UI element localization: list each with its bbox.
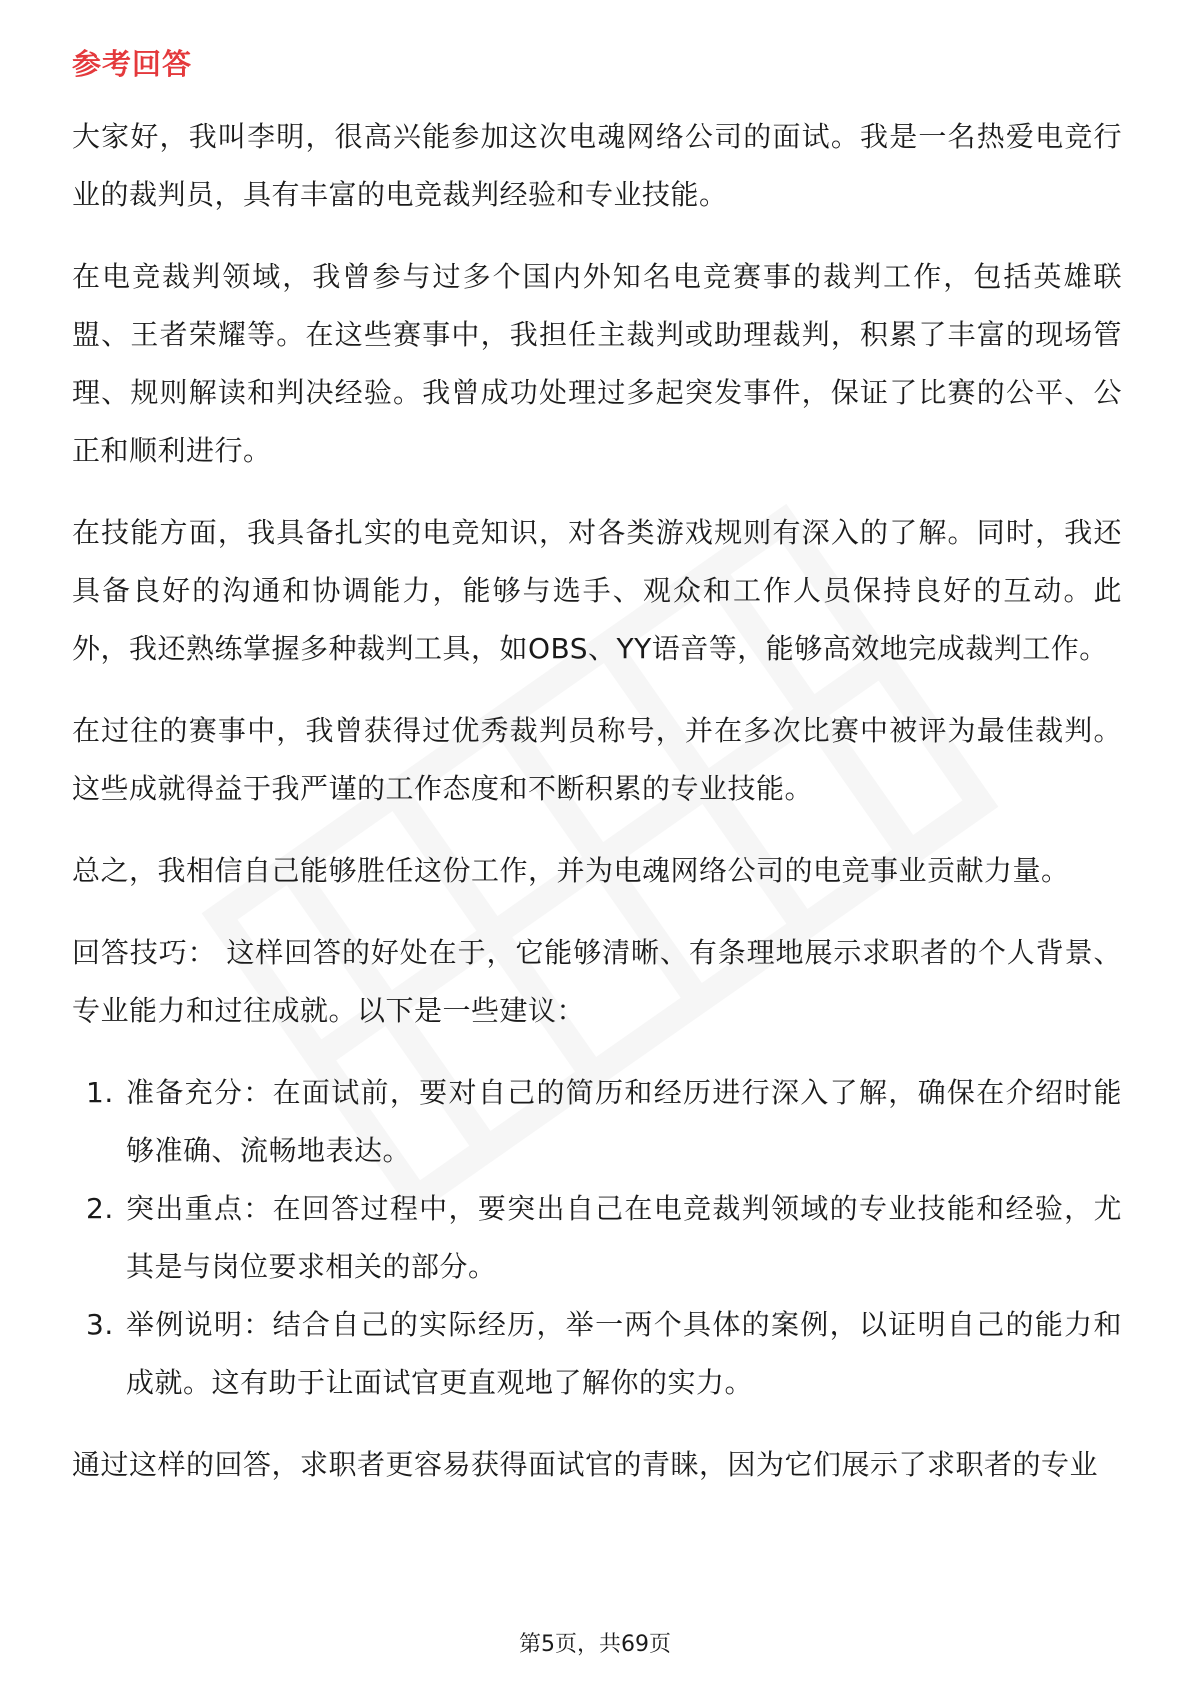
list-item	[72, 1296, 1122, 1412]
list-item-text: 举例说明：结合自己的实际经历，举一两个具体的案例，以证明自己的能力和成就。这有助于让面试官更直观地了解你的实力。	[126, 1308, 1122, 1399]
paragraph-summary: 总之，我相信自己能够胜任这份工作，并为电魂网络公司的电竞事业贡献力量。	[72, 854, 1070, 887]
list-item-number: 1.	[86, 1076, 114, 1109]
paragraph-achievements: 在过往的赛事中，我曾获得过优秀裁判员称号，并在多次比赛中被评为最佳裁判。这些成就得益于我严谨的工作态度和不断积累的专业技能。	[72, 714, 1122, 805]
list-item-number: 2.	[86, 1192, 114, 1225]
paragraph-intro: 大家好，我叫李明，很高兴能参加这次电魂网络公司的面试。我是一名热爱电竞行业的裁判员，具有丰富的电竞裁判经验和专业技能。	[72, 120, 1122, 211]
list-item-text: 突出重点：在回答过程中，要突出自己在电竞裁判领域的专业技能和经验，尤其是与岗位要求相关的部分。	[126, 1192, 1122, 1283]
list-item	[72, 1180, 1122, 1296]
list-item	[72, 1064, 1122, 1180]
section-heading: 参考回答	[72, 47, 193, 81]
list-item-text: 准备充分：在面试前，要对自己的简历和经历进行深入了解，确保在介绍时能够准确、流畅地表达。	[126, 1076, 1122, 1167]
document-content	[72, 44, 1122, 1518]
paragraph-tips-intro: 回答技巧： 这样回答的好处在于，它能够清晰、有条理地展示求职者的个人背景、专业能力和过往成就。以下是一些建议：	[72, 936, 1122, 1027]
paragraph-skills: 在技能方面，我具备扎实的电竞知识，对各类游戏规则有深入的了解。同时，我还具备良好的沟通和协调能力，能够与选手、观众和工作人员保持良好的互动。此外，我还熟练掌握多种裁判工具，如OBS、YY语音等，能够高效地完成裁判工作。	[72, 516, 1122, 665]
tips-list	[72, 1064, 1122, 1412]
list-item-number: 3.	[86, 1308, 114, 1341]
paragraph-closing: 通过这样的回答，求职者更容易获得面试官的青睐，因为它们展示了求职者的专业	[72, 1448, 1099, 1481]
paragraph-experience: 在电竞裁判领域，我曾参与过多个国内外知名电竞赛事的裁判工作，包括英雄联盟、王者荣耀等。在这些赛事中，我担任主裁判或助理裁判，积累了丰富的现场管理、规则解读和判决经验。我曾成功处理过多起突发事件，保证了比赛的公平、公正和顺利进行。	[72, 260, 1122, 467]
page-number-footer: 第5页，共69页	[519, 1632, 671, 1657]
